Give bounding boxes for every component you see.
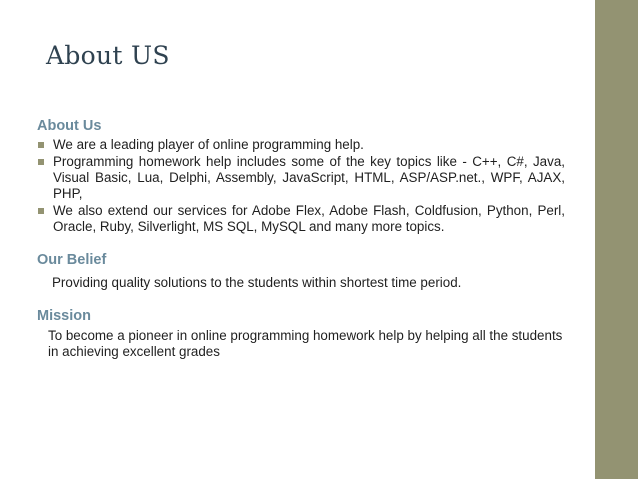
- accent-side-bar: [595, 0, 638, 479]
- bullet-text: Programming homework help includes some of the key topics like - C++, C#, Java, Visual Basic, Lua, Delphi, Assembly, JavaScript, HTML, ASP/ASP.net., WPF, AJAX, PHP,: [53, 154, 565, 201]
- bullet-item: [37, 203, 565, 235]
- square-bullet-icon: [38, 142, 44, 148]
- bullet-text: We are a leading player of online programming help.: [53, 137, 364, 152]
- about-us-bullet-list: [37, 137, 565, 235]
- bullet-item: [37, 137, 565, 153]
- about-us-heading: About Us: [37, 118, 102, 134]
- bullet-text: We also extend our services for Adobe Flex, Adobe Flash, Coldfusion, Python, Perl, Oracle, Ruby, Silverlight, MS SQL, MySQL and many more topics.: [53, 203, 565, 234]
- our-belief-text: Providing quality solutions to the students within shortest time period.: [52, 275, 462, 290]
- slide-title: About US: [46, 41, 170, 70]
- mission-text: To become a pioneer in online programming homework help by helping all the students in achieving excellent grades: [48, 328, 563, 359]
- bullet-item: [37, 154, 565, 202]
- our-belief-heading: Our Belief: [37, 252, 107, 268]
- square-bullet-icon: [38, 159, 44, 165]
- slide-content: [37, 118, 565, 360]
- square-bullet-icon: [38, 208, 44, 214]
- mission-heading: Mission: [37, 308, 91, 324]
